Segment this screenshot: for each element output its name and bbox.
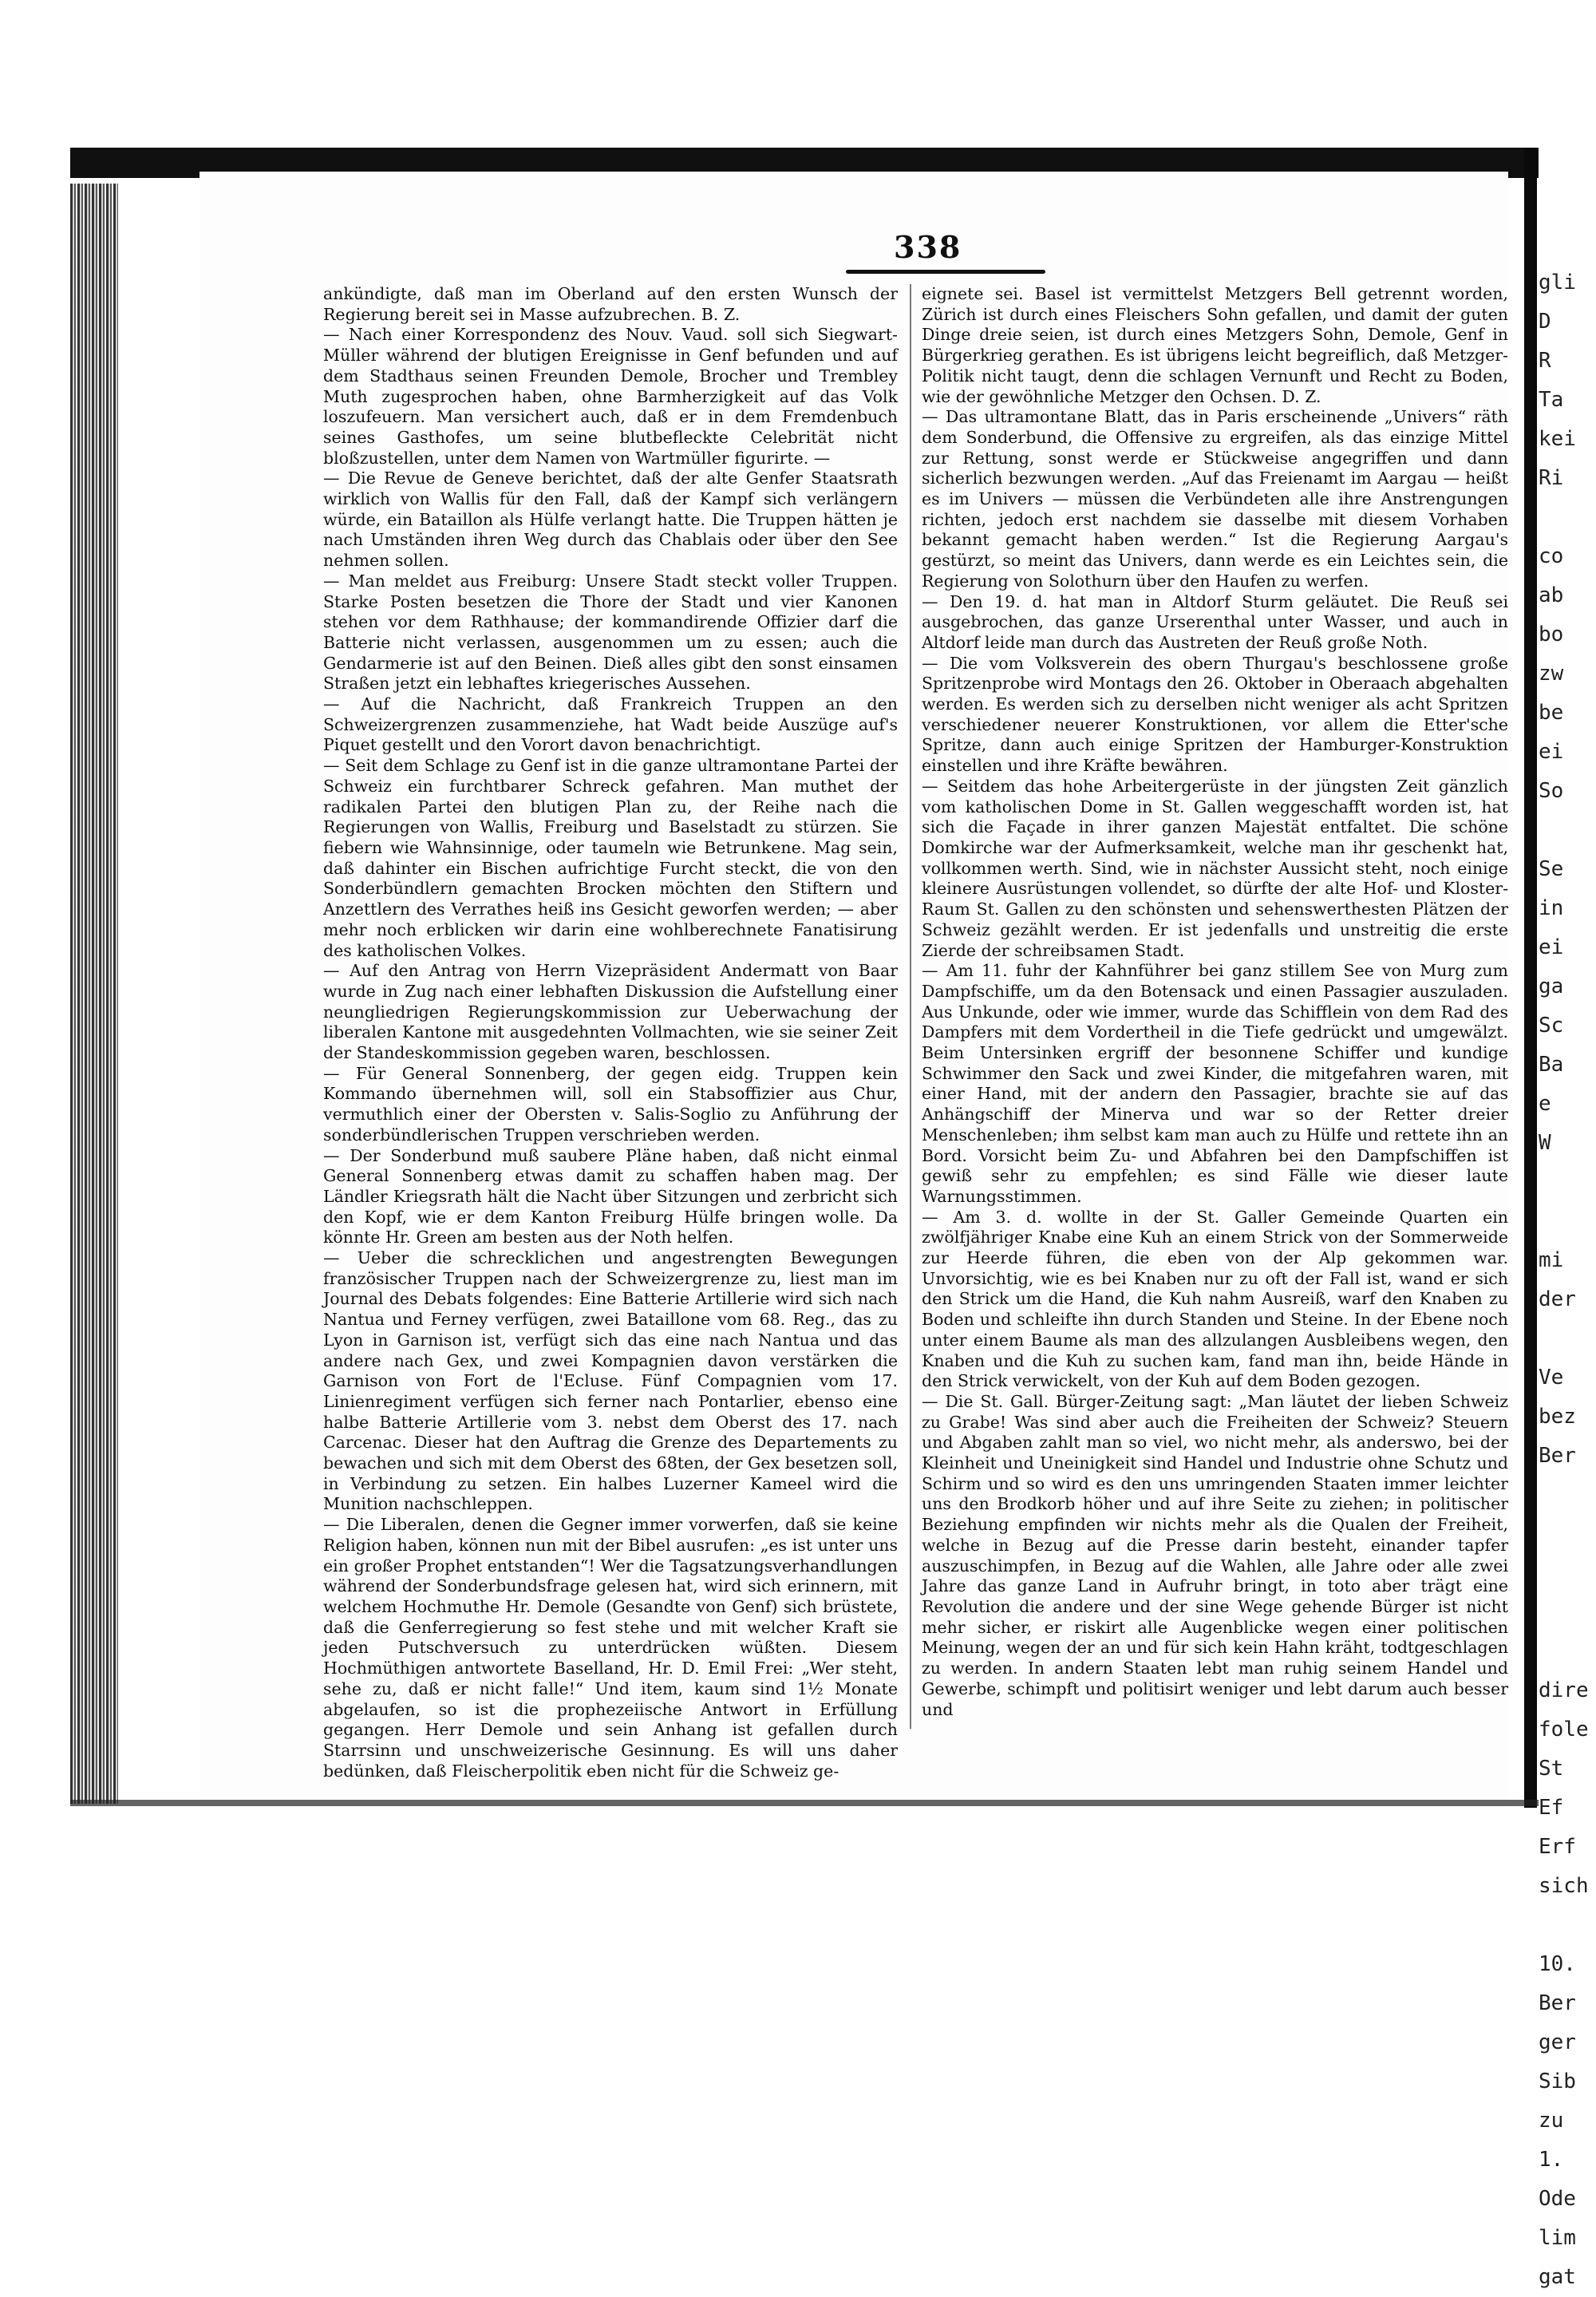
paragraph: — Die Revue de Geneve berichtet, daß der alte Genfer Staatsrath wirklich von Wallis für den Fall, daß der Kampf sich verlängern würde, ein Bataillon als Hülfe verlangt hatte. Die Truppen hätten je nach Umständen ihren Weg durch das Chablais oder über den See nehmen sollen. [323, 468, 898, 571]
column-divider [910, 284, 911, 1729]
margin-fragment: 1. [1539, 2148, 1564, 2172]
paragraph: — Die Liberalen, denen die Gegner immer vorwerfen, daß sie keine Religion haben, können nun mit der Bibel ausrufen: „es ist unter uns ein großer Prophet entstanden“! Wer die Tagsatzungsverhandlungen während der Sonderbundsfrage gelesen hat, wird sich erinnern, mit welchem Hochmuthe Hr. Demole (Gesandte von Genf) sich brüstete, daß die Genferregierung so fest stehe und mit welcher Kraft sie jeden Putschversuch zu unterdrücken wüßten. Diesem Hochmüthigen antwortete Baselland, Hr. D. Emil Frei: „Wer steht, sehe zu, daß er nicht falle!“ Und item, kaum sind 1½ Monate abgelaufen, so ist die prophezeiische Antwort in Erfüllung gegangen. Herr Demole und sein Anhang ist gefallen durch Starrsinn und unschweizerische Gesinnung. Es will uns daher bedünken, daß Fleischerpolitik eben nicht für die Schweiz ge- [323, 1515, 898, 1781]
paragraph: eignete sei. Basel ist vermittelst Metzgers Bell getrennt worden, Zürich ist durch eines Fleischers Sohn gefallen, und damit der guten Dinge dreie seien, ist durch eines Metzgers Sohn, Demole, Genf in Bürgerkrieg gerathen. Es ist übrigens leicht begreiflich, daß Metzger-Politik nicht taugt, denn die schlagen Vernunft und Recht zu Boden, wie der gewöhnliche Metzger den Ochsen. D. Z. [922, 284, 1508, 406]
margin-fragment: gli [1539, 271, 1576, 295]
margin-fragment: So [1539, 779, 1564, 803]
paragraph: — Für General Sonnenberg, der gegen eidg. Truppen kein Kommando übernehmen will, soll ein Stabsoffizier aus Chur, vermuthlich einer der Obersten v. Salis-Soglio zu Anführung der sonderbündlerischen Truppen verschrieben werden. [323, 1063, 898, 1145]
margin-fragment: fole [1539, 1718, 1589, 1742]
book-gutter [1524, 148, 1537, 1808]
margin-fragment: ger [1539, 2030, 1576, 2054]
margin-fragment: gat [1539, 2265, 1576, 2289]
margin-fragment: Ber [1539, 1444, 1576, 1468]
margin-fragment: zu [1539, 2109, 1564, 2133]
margin-fragment: ei [1539, 935, 1564, 959]
paragraph: — Auf die Nachricht, daß Frankreich Truppen an den Schweizergrenzen zusammenziehe, hat Wadt beide Auszüge auf's Piquet gestellt und den Vorort davon benachrichtigt. [323, 694, 898, 755]
margin-fragment [1539, 1515, 1596, 1554]
paragraph: — Ueber die schrecklichen und angestrengten Bewegungen französischer Truppen nach der Schweizergrenze zu, liest man im Journal des Debats folgendes: Eine Batterie Artillerie wird sich nach Nantua und Ferney verfügen, zwei Bataillone vom 68. Reg., das zu Lyon in Garnison ist, verfügt sich das eine nach Nantua und das andere nach Gex, und zwei Kompagnien davon verstärken die Garnison von Fort de l'Ecluse. Fünf Compagnien vom 17. Linienregiment verfügen sich ferner nach Pontarlier, ebenso eine halbe Batterie Artillerie vom 3. nebst dem Oberst des 17. nach Carcenac. Dieser hat den Auftrag die Grenze des Departements zu bewachen und sich mit dem Oberst des 68ten, der Gex besetzen soll, in Verbindung zu setzen. Ein halbes Luzerner Kameel wird die Munition nachschleppen. [323, 1248, 898, 1514]
margin-fragment: Ef [1539, 1796, 1564, 1820]
margin-fragment [1539, 1554, 1596, 1593]
paragraph: — Das ultramontane Blatt, das in Paris erscheinende „Univers“ räth dem Sonderbund, die Offensive zu ergreifen, als das einzige Mittel zur Rettung, sonst werde er Stückweise angegriffen und dann sicherlich bezwungen werden. „Auf das Freienamt im Aargau — heißt es im Univers — müssen die Verbündeten alle ihre Anstrengungen richten, jedoch erst nachdem sie dasselbe mit diesem Vorhaben bekannt gemacht haben werden.“ Ist die Regierung Aargau's gestürzt, so meint das Univers, dann werde es ein Leichtes sein, die Regierung von Solothurn über den Haufen zu werfen. [922, 407, 1508, 591]
margin-fragment: 10. [1539, 1952, 1576, 1976]
margin-fragment: Erf [1539, 1835, 1576, 1859]
margin-fragment: co [1539, 544, 1564, 568]
margin-fragment: zw [1539, 662, 1564, 686]
margin-fragment: sich [1539, 1874, 1589, 1898]
margin-fragment: Ta [1539, 388, 1564, 412]
paragraph: — Nach einer Korrespondenz des Nouv. Vaud. soll sich Siegwart-Müller während der blutigen Ereignisse in Genf befunden und auf dem Stadthaus seinen Freunden Demole, Brocher und Trembley Muth zugesprochen haben, ohne Barmherzigkeit auf das Volk loszufeuern. Man versichert auch, daß er in dem Fremdenbuch seines Gasthofes, um seine blutbefleckte Celebrität nicht bloßzustellen, unter dem Namen von Wartmüller figurirte. — [323, 325, 898, 468]
paragraph: — Man meldet aus Freiburg: Unsere Stadt steckt voller Truppen. Starke Posten besetzen die Thore der Stadt und vier Kanonen stehen vor dem Rathhause; der kommandirende Offizier darf die Batterie nicht verlassen, ausgenommen um zu essen; auch die Gendarmerie ist auf den Beinen. Dieß alles gibt den sonst einsamen Straßen jetzt ein lebhaftes kriegerisches Aussehen. [323, 571, 898, 694]
margin-fragment: in [1539, 896, 1564, 920]
page-number-rule [846, 270, 1045, 274]
margin-fragment: ga [1539, 975, 1564, 998]
paragraph: — Seitdem das hohe Arbeitergerüste in der jüngsten Zeit gänzlich vom katholischen Dome in St. Gallen weggeschafft worden ist, hat sich die Façade in ihrer ganzen Majestät entfaltet. Die schöne Domkirche war der Aufmerksamkeit, welche man ihr geschenkt hat, vollkommen werth. Sind, wie in nächster Aussicht steht, noch einige kleinere Ausrüstungen vollendet, so dürfte der alte Hof- und Kloster-Raum St. Gallen zu den schönsten und sehenswerthesten Plätzen der Schweiz gezählt werden. Er ist jedenfalls und unstreitig die erste Zierde der schreibsamen Stadt. [922, 776, 1508, 960]
margin-fragment [1539, 1632, 1596, 1671]
margin-fragment: R [1539, 349, 1551, 373]
margin-fragment [1539, 1163, 1596, 1202]
margin-fragment: e [1539, 1092, 1551, 1116]
margin-fragment [1539, 1319, 1596, 1358]
margin-fragment: D [1539, 310, 1551, 334]
paragraph: — Seit dem Schlage zu Genf ist in die ganze ultramontane Partei der Schweiz ein furchtbarer Schreck gefahren. Man muthet der radikalen Partei den blutigen Plan zu, der Reihe nach die Regierungen von Wallis, Freiburg und Baselstadt zu stürzen. Sie fiebern wie Wahnsinnige, oder taumeln wie Betrunkene. Mag sein, daß dahinter ein Bischen aufrichtige Furcht steckt, die von den Sonderbündlern gemachten Brocken möchten den Stiftern und Anzettlern des Verrathes heiß ins Gesicht geworfen werden; — aber mehr noch erblicken wir darin eine wohlberechnete Fanatisirung des katholischen Volkes. [323, 756, 898, 960]
margin-fragment [1539, 1202, 1596, 1241]
margin-fragment: bo [1539, 623, 1564, 646]
paragraph: — Die vom Volksverein des obern Thurgau's beschlossene große Spritzenprobe wird Montags den 26. Oktober in Oberaach abgehalten werden. Es werden sich zu derselben nicht weniger als acht Spritzen verschiedener neuerer Konstruktionen, vor allem die Etter'sche Spritze, dann auch einige Spritzen der Hamburger-Konstruktion einstellen und ihre Kräfte bewähren. [922, 653, 1508, 776]
left-column [323, 284, 898, 1781]
margin-fragment: kei [1539, 427, 1576, 451]
margin-fragment: Ba [1539, 1053, 1564, 1077]
margin-fragment: Sib [1539, 2070, 1576, 2093]
book-bottom-edge [70, 1800, 1539, 1806]
margin-fragment: Ri [1539, 466, 1564, 490]
margin-fragment: St [1539, 1757, 1564, 1781]
page-number: 338 [894, 229, 962, 265]
next-page-margin-text [1539, 263, 1596, 2289]
margin-fragment: mi [1539, 1248, 1564, 1272]
paragraph: — Auf den Antrag von Herrn Vizepräsident Andermatt von Baar wurde in Zug nach einer lebhaften Diskussion die Aufstellung einer neungliedrigen Regierungskommission zur Ueberwachung der liberalen Kantone mit ausgedehnten Vollmachten, wie sie seiner Zeit der Standeskommission gegeben waren, beschlossen. [323, 961, 898, 1063]
margin-fragment [1539, 1593, 1596, 1632]
margin-fragment: be [1539, 701, 1564, 725]
margin-fragment: lim [1539, 2226, 1576, 2250]
margin-fragment: ei [1539, 740, 1564, 764]
margin-fragment: Ode [1539, 2187, 1576, 2211]
margin-fragment: ab [1539, 583, 1564, 607]
paragraph: — Am 3. d. wollte in der St. Galler Gemeinde Quarten ein zwölfjähriger Knabe eine Kuh an einem Strick von der Sommerweide zur Heerde führen, die eben von der Alp gekommen war. Unvorsichtig, wie es bei Knaben nur zu oft der Fall ist, wand er sich den Strick um die Hand, die Kuh nahm Ausreiß, warf den Knaben zu Boden und schleifte ihn durch Standen und Steine. In der Ebene noch unter einem Baume als man des allzulangen Ausbleibens wegen, den Knaben und die Kuh zu suchen kam, fand man ihn, beide Hände in den Strick verwickelt, von der Kuh auf dem Boden gezogen. [922, 1207, 1508, 1391]
paragraph: ankündigte, daß man im Oberland auf den ersten Wunsch der Regierung bereit sei in Masse aufzubrechen. B. Z. [323, 284, 898, 324]
paragraph: — Am 11. fuhr der Kahnführer bei ganz stillem See von Murg zum Dampfschiffe, um da den Botensack und einen Passagier auszuladen. Aus Unkunde, oder wie immer, wurde das Schifflein von dem Rad des Dampfers mit dem Vordertheil in die Tiefe gedrückt und umgewälzt. Beim Untersinken ergriff der besonnene Schiffer und kundige Schwimmer den Sack und zwei Kinder, die mitgefahren waren, mit einer Hand, mit der andern den Passagier, brachte sie auf das Anhängschiff der Minerva und war so der Retter dreier Menschenleben; ihm selbst kam man auch zu Hülfe und rettete ihn an Bord. Vorsicht beim Zu- und Abfahren bei den Dampfschiffen ist gewiß sehr zu empfehlen; es sind Fälle wie dieser laute Warnungsstimmen. [922, 961, 1508, 1206]
margin-fragment: Ber [1539, 1991, 1576, 2015]
right-column [922, 284, 1508, 1720]
margin-fragment [1539, 498, 1596, 537]
margin-fragment: W [1539, 1131, 1551, 1155]
margin-fragment: Ve [1539, 1366, 1564, 1390]
margin-fragment: der [1539, 1287, 1576, 1311]
paragraph: — Der Sonderbund muß saubere Pläne haben, daß nicht einmal General Sonnenberg etwas damit zu schaffen haben mag. Der Ländler Kriegsrath hält die Nacht über Sitzungen und zerbricht sich den Kopf, wie er dem Kanton Freiburg Hülfe bringen wolle. Da könnte Hr. Green am besten aus der Noth helfen. [323, 1145, 898, 1247]
margin-fragment: Sc [1539, 1014, 1564, 1038]
paragraph: — Den 19. d. hat man in Altdorf Sturm geläutet. Die Reuß sei ausgebrochen, das ganze Urserenthal unter Wasser, und auch in Altdorf leide man durch das Austreten der Reuß große Noth. [922, 591, 1508, 652]
margin-fragment: bez [1539, 1405, 1576, 1429]
margin-fragment [1539, 1906, 1596, 1945]
margin-fragment: dire [1539, 1678, 1589, 1702]
margin-fragment [1539, 811, 1596, 850]
paragraph: — Die St. Gall. Bürger-Zeitung sagt: „Man läutet der lieben Schweiz zu Grabe! Was sind aber auch die Freiheiten der Schweiz? Steuern und Abgaben zahlt man so viel, wo nicht mehr, als anderswo, bei der Kleinheit und Uneinigkeit sind Handel und Industrie ohne Schutz und Schirm und so wird es den uns umringenden Staaten immer leichter uns den Brodkorb höher und auf ihre Seite zu ziehen; in politischer Beziehung empfinden wir nichts mehr als die Qualen der Freiheit, welche in Bezug auf die Presse darin besteht, einander tapfer auszuschimpfen, in Bezug auf die Wahlen, alle Jahre oder alle zwei Jahre das ganze Land in Aufruhr bringt, in toto aber trägt eine Revolution die andere und der sine Wege gehende Bürger ist nicht mehr sicher, er riskirt alle Augenblicke wegen einer politischen Meinung, wegen der an und für sich kein Hahn kräht, todtgeschlagen zu werden. In andern Staaten lebt man ruhig seinem Handel und Gewerbe, schimpft und politisirt weniger und lebt darum auch besser und [922, 1391, 1508, 1719]
book-page-edges [70, 184, 118, 1804]
margin-fragment: Se [1539, 857, 1564, 881]
margin-fragment [1539, 1476, 1596, 1515]
